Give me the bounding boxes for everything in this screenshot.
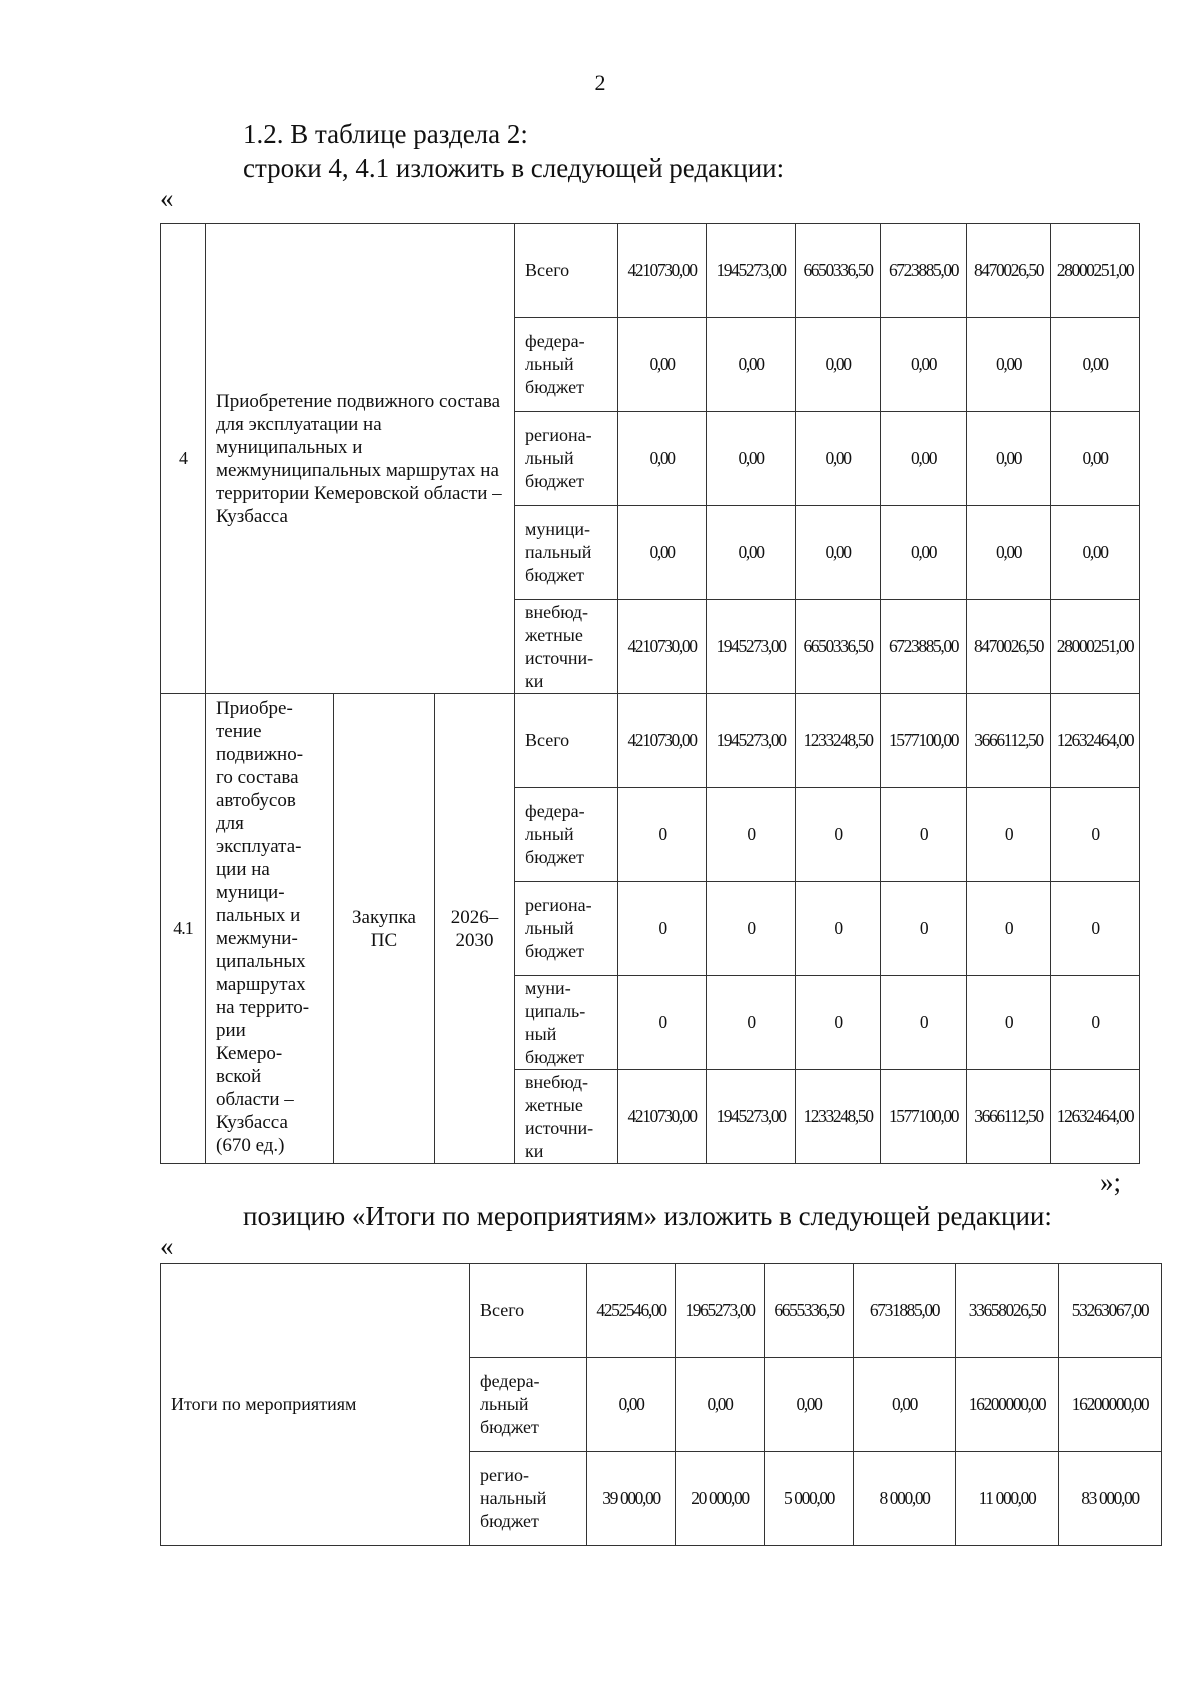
measure-name: Приобретение подвижного состава для эксплуатации на муниципальных и межмуниципальных маршрутах на территории Кемеровской области – Кузбасса: [206, 224, 515, 694]
totals-table: [160, 1263, 1162, 1546]
amount-cell: 0,00: [765, 1358, 854, 1452]
amount-cell: 3666112,50: [967, 1070, 1051, 1164]
amount-cell: 0: [967, 788, 1051, 882]
table-row: [161, 694, 1140, 788]
amount-cell: 1233248,50: [796, 694, 881, 788]
amount-cell: 0,00: [1051, 318, 1140, 412]
amount-cell: 1945273,00: [707, 600, 796, 694]
amount-cell: 0,00: [796, 506, 881, 600]
amount-cell: 6723885,00: [881, 224, 967, 318]
page-number: 2: [594, 70, 606, 95]
amount-cell: 3666112,50: [967, 694, 1051, 788]
amount-cell: 1945273,00: [707, 694, 796, 788]
funding-source-label: Всего: [515, 694, 618, 788]
amount-cell: 0: [967, 976, 1051, 1070]
funding-source-label: Всего: [470, 1264, 587, 1358]
amount-cell: 39 000,00: [587, 1452, 676, 1546]
amount-cell: 0,00: [854, 1358, 956, 1452]
intro-line-1: 1.2. В таблице раздела 2:: [243, 119, 528, 149]
amount-cell: 0: [881, 882, 967, 976]
amount-cell: 6723885,00: [881, 600, 967, 694]
programme-table: [160, 223, 1140, 1164]
amount-cell: 1577100,00: [881, 694, 967, 788]
amount-cell: 0,00: [1051, 412, 1140, 506]
amount-cell: 0,00: [881, 412, 967, 506]
amount-cell: 6650336,50: [796, 600, 881, 694]
amount-cell: 0,00: [796, 318, 881, 412]
amount-cell: 0,00: [676, 1358, 765, 1452]
amount-cell: 0,00: [1051, 506, 1140, 600]
funding-source-label: регионa- льный бюджет: [515, 882, 618, 976]
amount-cell: 0: [881, 976, 967, 1070]
amount-cell: 8 000,00: [854, 1452, 956, 1546]
amount-cell: 0,00: [881, 318, 967, 412]
amount-cell: 0: [707, 976, 796, 1070]
amount-cell: 0,00: [967, 506, 1051, 600]
amount-cell: 0: [881, 788, 967, 882]
open-quote-1: «: [160, 183, 174, 213]
row-number: 4.1: [161, 694, 206, 1164]
amount-cell: 53263067,00: [1059, 1264, 1162, 1358]
amount-cell: 0,00: [618, 412, 707, 506]
amount-cell: 1945273,00: [707, 224, 796, 318]
amount-cell: 83 000,00: [1059, 1452, 1162, 1546]
amount-cell: 6655336,50: [765, 1264, 854, 1358]
amount-cell: 0: [796, 882, 881, 976]
amount-cell: 0: [707, 882, 796, 976]
funding-source-label: Всего: [515, 224, 618, 318]
amount-cell: 12632464,00: [1051, 694, 1140, 788]
amount-cell: 0: [967, 882, 1051, 976]
amount-cell: 1233248,50: [796, 1070, 881, 1164]
paragraph-totals: позицию «Итоги по мероприятиям» изложить в следующей редакции:: [243, 1201, 1052, 1231]
amount-cell: 1945273,00: [707, 1070, 796, 1164]
amount-cell: 0,00: [967, 412, 1051, 506]
amount-cell: 33658026,50: [956, 1264, 1059, 1358]
funding-source-label: федера- льный бюджет: [515, 318, 618, 412]
amount-cell: 16200000,00: [1059, 1358, 1162, 1452]
close-quote-1: »;: [1100, 1167, 1122, 1197]
amount-cell: 0,00: [967, 318, 1051, 412]
amount-cell: 6731885,00: [854, 1264, 956, 1358]
amount-cell: 0: [796, 788, 881, 882]
amount-cell: 8470026,50: [967, 600, 1051, 694]
amount-cell: 11 000,00: [956, 1452, 1059, 1546]
amount-cell: 1965273,00: [676, 1264, 765, 1358]
open-quote-2: «: [160, 1231, 174, 1261]
amount-cell: 0: [796, 976, 881, 1070]
amount-cell: 1577100,00: [881, 1070, 967, 1164]
measure-period: 2026– 2030: [435, 694, 515, 1164]
amount-cell: 16200000,00: [956, 1358, 1059, 1452]
amount-cell: 0: [1051, 882, 1140, 976]
amount-cell: 4210730,00: [618, 224, 707, 318]
funding-source-label: регио- нальный бюджет: [470, 1452, 587, 1546]
row-number: 4: [161, 224, 206, 694]
funding-source-label: внебюд- жетные источни- ки: [515, 600, 618, 694]
amount-cell: 8470026,50: [967, 224, 1051, 318]
amount-cell: 0,00: [707, 412, 796, 506]
amount-cell: 20 000,00: [676, 1452, 765, 1546]
funding-source-label: муници- пальный бюджет: [515, 506, 618, 600]
funding-source-label: федера- льный бюджет: [515, 788, 618, 882]
amount-cell: 12632464,00: [1051, 1070, 1140, 1164]
amount-cell: 4210730,00: [618, 1070, 707, 1164]
amount-cell: 0,00: [707, 318, 796, 412]
amount-cell: 0,00: [618, 506, 707, 600]
amount-cell: 0,00: [796, 412, 881, 506]
intro-line-2: строки 4, 4.1 изложить в следующей редакции:: [243, 153, 785, 183]
table-row: [161, 224, 1140, 318]
amount-cell: 0,00: [618, 318, 707, 412]
amount-cell: 0: [1051, 788, 1140, 882]
measure-type: Закупка ПС: [334, 694, 435, 1164]
amount-cell: 5 000,00: [765, 1452, 854, 1546]
amount-cell: 0: [1051, 976, 1140, 1070]
amount-cell: 0,00: [587, 1358, 676, 1452]
measure-name: Приобре- тение подвижно- го состава автобусов для эксплуата- ции на муници- пальных и межмуни- ципальных маршрутах на террито- рии Кемеро- вской области – Кузбасса (670 ед.): [206, 694, 334, 1164]
amount-cell: 4210730,00: [618, 600, 707, 694]
funding-source-label: муни- ципаль- ный бюджет: [515, 976, 618, 1070]
amount-cell: 0: [618, 976, 707, 1070]
amount-cell: 0: [618, 882, 707, 976]
amount-cell: 28000251,00: [1051, 224, 1140, 318]
funding-source-label: внебюд- жетные источни- ки: [515, 1070, 618, 1164]
amount-cell: 28000251,00: [1051, 600, 1140, 694]
amount-cell: 0: [707, 788, 796, 882]
funding-source-label: регионa- льный бюджет: [515, 412, 618, 506]
funding-source-label: федера- льный бюджет: [470, 1358, 587, 1452]
amount-cell: 4252546,00: [587, 1264, 676, 1358]
amount-cell: 0: [618, 788, 707, 882]
amount-cell: 0,00: [707, 506, 796, 600]
amount-cell: 0,00: [881, 506, 967, 600]
table-row: [161, 1264, 1162, 1358]
amount-cell: 4210730,00: [618, 694, 707, 788]
totals-name: Итоги по мероприятиям: [161, 1264, 470, 1546]
amount-cell: 6650336,50: [796, 224, 881, 318]
